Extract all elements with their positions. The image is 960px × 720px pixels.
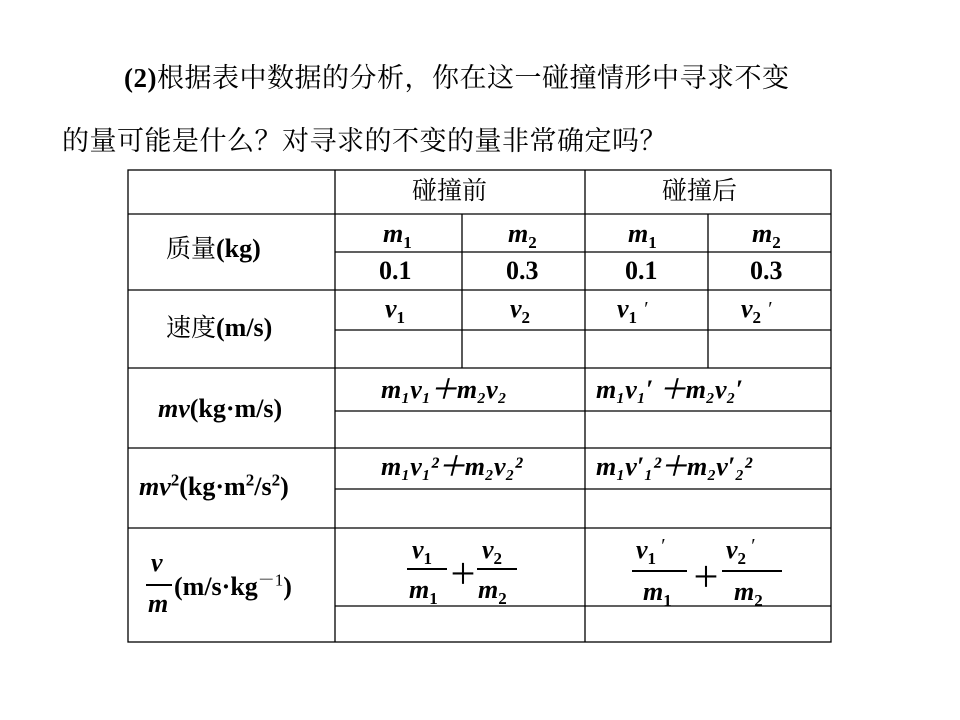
- mv2-before-expression: m₁v₁²＋m₂v₂²: [381, 452, 523, 481]
- velocity-label: 速度(m/s): [166, 313, 273, 342]
- mass-value-m2-before: 0.3: [506, 256, 539, 285]
- vm-before-fraction-bar-1: [407, 568, 447, 570]
- mv2-label: $mv^2(kg\cdot m^2/s^2)$: [139, 470, 289, 501]
- vm-before-plus: ＋: [450, 560, 477, 589]
- velocity-symbol-v2-before: $v_2$: [510, 294, 531, 328]
- question-text-1: 根据表中数据的分析，你在这一碰撞情形中寻求不变: [156, 63, 790, 94]
- header-after: 碰撞后: [662, 176, 738, 205]
- momentum-after-expression: m₁v₁′ ＋m₂v₂′: [596, 375, 743, 404]
- mass-label: 质量(kg): [166, 234, 261, 263]
- question-line-1: [124, 62, 789, 95]
- mass-symbol-m1-before: $m_1$: [383, 219, 412, 253]
- vm-label-unit: $(m/s\cdot kg^{-1})$: [174, 570, 292, 601]
- momentum-label: mv(kg·m/s): [158, 394, 283, 423]
- header-before: 碰撞前: [412, 176, 488, 205]
- momentum-before-expression: m₁v₁＋m₂v₂: [381, 375, 507, 404]
- vm-after-plus: ＋: [693, 563, 720, 592]
- velocity-symbol-v2-after: $v_2$ ′: [741, 294, 772, 328]
- vm-before-denominator-2: $m_2$: [478, 575, 507, 609]
- vm-before-fraction-bar-2: [477, 568, 517, 570]
- mass-symbol-m2-after: $m_2$: [752, 219, 781, 253]
- velocity-symbol-v1-after: $v_1$ ′: [617, 294, 648, 328]
- mass-value-m1-before: 0.1: [379, 256, 412, 285]
- vm-after-denominator-2: $m_2$: [734, 577, 763, 611]
- vm-after-fraction-bar-2: [722, 570, 782, 572]
- vm-after-numerator-1: $v_1'$: [636, 535, 665, 569]
- vm-after-numerator-2: $v_2'$: [726, 535, 755, 569]
- vm-after-denominator-1: $m_1$: [643, 577, 672, 611]
- velocity-symbol-v1-before: $v_1$: [385, 294, 406, 328]
- vm-label-fraction-bar: [146, 584, 172, 586]
- vm-before-numerator-1: $v_1$: [412, 535, 433, 569]
- vm-after-fraction-bar-1: [632, 570, 687, 572]
- vm-label-numerator: v: [151, 548, 163, 577]
- vm-before-numerator-2: $v_2$: [482, 535, 503, 569]
- question-line-2: 的量可能是什么？对寻求的不变的量非常确定吗？: [62, 126, 667, 157]
- mass-value-m2-after: 0.3: [750, 256, 783, 285]
- mass-symbol-m1-after: $m_1$: [628, 219, 657, 253]
- mv2-after-expression: m₁v′₁²＋m₂v′₂²: [596, 452, 753, 481]
- mass-value-m1-after: 0.1: [625, 256, 658, 285]
- mass-symbol-m2-before: $m_2$: [508, 219, 537, 253]
- vm-label-denominator: m: [148, 589, 169, 618]
- question-number: (2): [124, 63, 157, 93]
- vm-before-denominator-1: $m_1$: [409, 575, 438, 609]
